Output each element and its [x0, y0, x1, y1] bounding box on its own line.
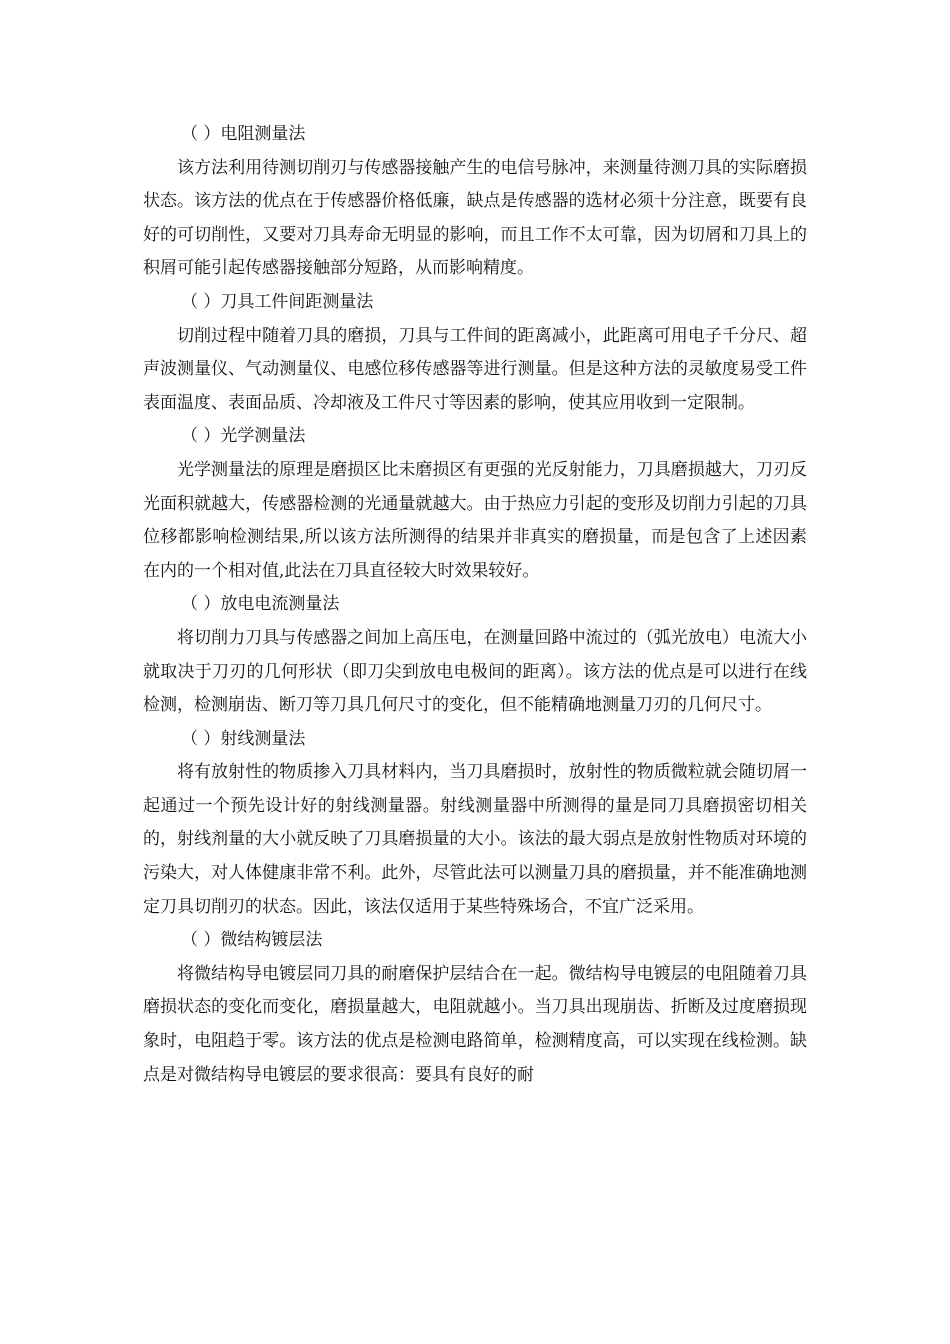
- section-microstructure-coating: [143, 924, 807, 1092]
- section-resistance-measurement: [143, 118, 807, 286]
- section-heading: （ ）光学测量法: [181, 426, 306, 447]
- section-ray-measurement: [143, 723, 807, 925]
- section-heading: （ ）电阻测量法: [181, 124, 306, 144]
- section-paragraph: 将切削力刀具与传感器之间加上高压电，在测量回路中流过的（弧光放电）电流大小就取决于刀刃的几何形状（即刀尖到放电电极间的距离）。该方法的优点是可以进行在线检测，检测崩齿、断刀等刀具几何尺寸的变化，但不能精确地测量刀刃的几何尺寸。: [143, 627, 807, 716]
- section-heading: （ ）射线测量法: [181, 728, 306, 749]
- section-paragraph: 切削过程中随着刀具的磨损，刀具与工件间的距离减小，此距离可用电子千分尺、超声波测量仪、气动测量仪、电感位移传感器等进行测量。但是这种方法的灵敏度易受工件表面温度、表面品质、冷却液及工件尺寸等因素的影响，使其应用收到一定限制。: [143, 325, 807, 413]
- section-paragraph: 该方法利用待测切削刃与传感器接触产生的电信号脉冲，来测量待测刀具的实际磨损状态。该方法的优点在于传感器价格低廉，缺点是传感器的选材必须十分注意，既要有良好的可切削性，又要对刀具寿命无明显的影响，而且工作不太可靠，因为切屑和刀具上的积屑可能引起传感器接触部分短路，从而影响精度。: [143, 157, 807, 279]
- section-tool-workpiece-distance: [143, 286, 807, 420]
- section-optical-measurement: [143, 420, 807, 588]
- section-discharge-current: [143, 588, 807, 722]
- section-heading: （ ）刀具工件间距测量法: [181, 291, 374, 312]
- section-paragraph: 将微结构导电镀层同刀具的耐磨保护层结合在一起。微结构导电镀层的电阻随着刀具磨损状态的变化而变化，磨损量越大，电阻就越小。当刀具出现崩齿、折断及过度磨损现象时，电阻趋于零。该方法的优点是检测电路简单，检测精度高，可以实现在线检测。缺点是对微结构导电镀层的要求很高：要具有良好的耐: [143, 963, 807, 1085]
- document-body: [143, 118, 807, 1092]
- section-paragraph: 光学测量法的原理是磨损区比未磨损区有更强的光反射能力，刀具磨损越大，刀刃反光面积就越大，传感器检测的光通量就越大。由于热应力引起的变形及切削力引起的刀具位移都影响检测结果,所以该方法所测得的结果并非真实的磨损量，而是包含了上述因素在内的一个相对值,此法在刀具直径较大时效果较好。: [143, 459, 807, 581]
- section-paragraph: 将有放射性的物质掺入刀具材料内，当刀具磨损时，放射性的物质微粒就会随切屑一起通过一个预先设计好的射线测量器。射线测量器中所测得的量是同刀具磨损密切相关的，射线剂量的大小就反映了刀具磨损量的大小。该法的最大弱点是放射性物质对环境的污染大，对人体健康非常不利。此外，尽管此法可以测量刀具的磨损量，并不能准确地测定刀具切削刃的状态。因此，该法仅适用于某些特殊场合，不宜广泛采用。: [143, 762, 807, 917]
- section-heading: （ ）放电电流测量法: [181, 594, 340, 615]
- section-heading: （ ）微结构镀层法: [181, 930, 323, 951]
